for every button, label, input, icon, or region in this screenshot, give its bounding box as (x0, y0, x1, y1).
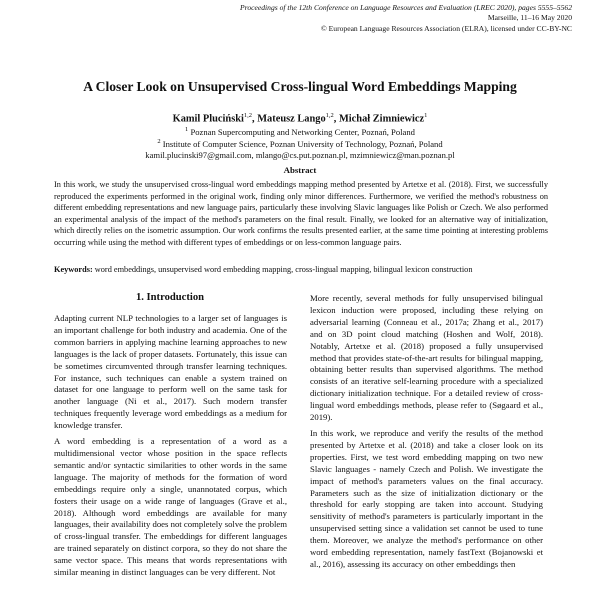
proceedings-header (240, 3, 572, 34)
body-paragraph: More recently, several methods for fully unsupervised bilingual lexicon induction were proposed, including these relying on adversarial learning (Conneau et al., 2017a; Zhang et al., 2017) and on 3D point cloud matching (Hoshen and Wolf, 2018). Notably, Artetxe et al. (2018) proposed a fully unsupervised method that provides state-of-the-art results for bilingual mapping, obtaining better results than supervised algorithms. The method consists of an iterative self-learning procedure with a specialized dictionary initialization technique. For a detailed review of cross-lingual word embeddings methods, please refer to (Søgaard et al., 2019). (310, 293, 543, 423)
venue-line: Marseille, 11–16 May 2020 (487, 13, 572, 23)
author-name: Mateusz Lango (257, 113, 326, 125)
body-paragraph: In this work, we reproduce and verify the results of the method presented by Artetxe et al. (2018) and take a closer look on its properties. First, we test word embedding mapping on two new Slavic languages - namely Czech and Polish. We investigate the impact of method's parameters values on the final accuracy. Parameters such as the size of initialization dictionary or the threshold for early stopping are taken into account. Studying sensitivity of method's parameters is particularly important in the unsupervised setting since a validation set cannot be used to tune them. Moreover, we analyze the method's performance on other word embedding representation, namely fastText (Bojanowski et al., 2016), assessing its accuracy on other embeddings then (310, 427, 543, 569)
author-separator: , (252, 113, 258, 125)
keywords-label: Keywords: (54, 265, 93, 274)
keywords-line (54, 265, 554, 274)
affiliation-marker: 1 (185, 126, 189, 133)
author-affiliation-marker: 1,2 (243, 112, 253, 119)
author-name: Michał Zimniewicz (338, 113, 425, 125)
body-paragraph: Adapting current NLP technologies to a larger set of languages is an important challenge for both industry and academia. One of the common barriers in applying machine learning approaches to new languages is the lack of proper datasets. Fortunately, this issue can be sometimes circumvented through transfer learning techniques. For instance, such techniques can enable a system trained on dataset for one language to perform well on the same task for another language (Ni et al., 2017). Such modern transfer techniques frequently leverage word embeddings as a medium for knowledge transfer. (54, 313, 287, 431)
proceedings-line: Proceedings of the 12th Conference on Language Resources and Evaluation (LREC 2020), pages 5555–5562 (240, 3, 572, 12)
affiliation-text: Institute of Computer Science, Poznan University of Technology, Poznań, Poland (160, 138, 443, 149)
body-paragraph: A word embedding is a representation of a word as a multidimensional vector whose position in the space reflects semantic and/or syntactic similarities to other words in the same language. The majority of methods for the formation of word embeddings require only a single, unannotated corpus, which fosters their usage on a wide range of languages (Grave et al., 2018). Although word embeddings are available for many languages, their availability does not completely solve the problem of cross-lingual transfer. The embeddings for different languages are trained separately on distinct corpora, so they do not share the same vector space. This means that words representations with similar meaning in distinct languages can be very different. Not (54, 436, 287, 578)
abstract-heading: Abstract (283, 165, 317, 175)
author-separator: , (333, 113, 339, 125)
author-list (0, 112, 600, 124)
abstract-text: In this work, we study the unsupervised cross-lingual word embeddings mapping method presented by Artetxe et al. (2018). First, we successfully reproduced the experiments performed in the original work, finding only minor differences. Furthermore, we verified the method's robustness on different embedding representations and new language pairs, particularly these involving Slavic languages like Polish or Czech. We also performed an experimental analysis of the impact of the method's parameters on the final result. Finally, we looked for an alternative way of initialization, which directly relies on the isometric assumption. Our work confirms the results presented earlier, at the same time pointing at interesting problems occurring while using the method with different types of embeddings or on less-common language pairs. (54, 180, 548, 247)
right-column (310, 293, 543, 575)
keywords-text: word embeddings, unsupervised word embedding mapping, cross-lingual mapping, bilingual lexicon construction (92, 265, 473, 274)
author-emails: kamil.plucinski97@gmail.com, mlango@cs.put.poznan.pl, mzimniewicz@man.poznan.pl (145, 150, 455, 160)
author-name: Kamil Pluciński (172, 113, 244, 125)
affiliation-line (0, 126, 600, 137)
author-affiliation-marker: 1 (424, 112, 428, 119)
affiliation-text: Poznan Supercomputing and Networking Center, Poznań, Poland (188, 126, 415, 137)
paper-title: A Closer Look on Unsupervised Cross-lingual Word Embeddings Mapping (83, 79, 517, 94)
affiliation-line (0, 138, 600, 149)
license-line: © European Language Resources Association (ELRA), licensed under CC-BY-NC (320, 23, 572, 33)
author-affiliation-marker: 1,2 (325, 112, 334, 119)
affiliation-marker: 2 (157, 138, 161, 145)
section-heading-introduction: 1. Introduction (135, 292, 205, 303)
left-column (54, 313, 287, 583)
